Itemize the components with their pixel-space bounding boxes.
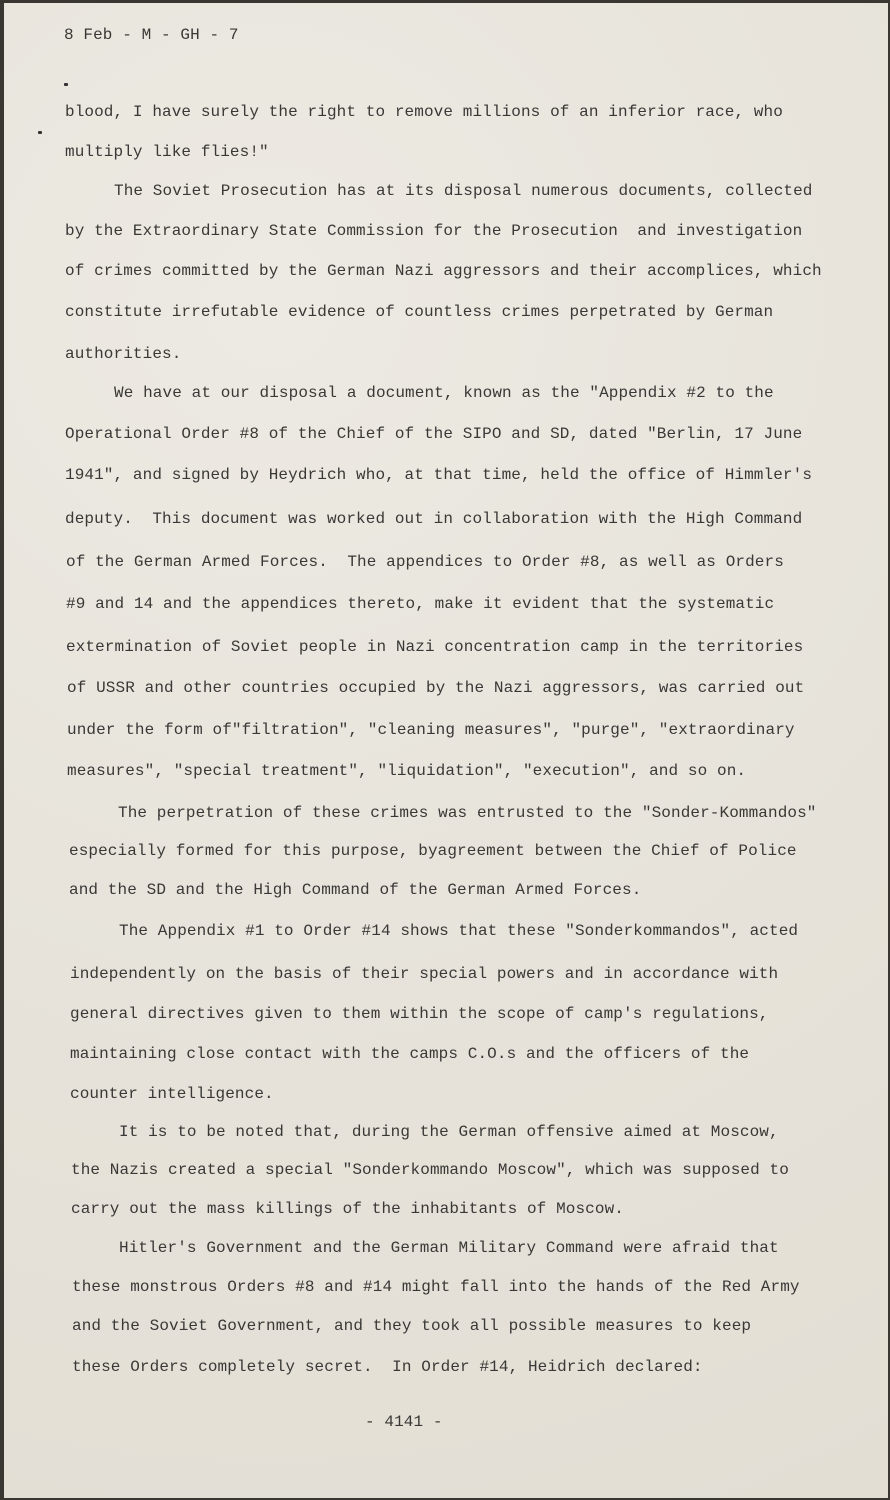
page-header: 8 Feb - M - GH - 7 — [64, 26, 239, 44]
text-line: blood, I have surely the right to remove millions of an inferior race, who — [65, 103, 783, 121]
text-line: multiply like flies!" — [65, 143, 269, 161]
text-line: these Orders completely secret. In Order #14, Heidrich declared: — [72, 1358, 703, 1376]
text-line: authorities. — [65, 345, 182, 363]
text-line: constitute irrefutable evidence of countless crimes perpetrated by German — [65, 303, 774, 321]
text-line: of the German Armed Forces. The appendices to Order #8, as well as Orders — [66, 553, 784, 571]
text-line: of crimes committed by the German Nazi aggressors and their accomplices, which — [65, 262, 822, 280]
text-line: 1941", and signed by Heydrich who, at that time, held the office of Himmler's — [65, 466, 813, 484]
text-line: #9 and 14 and the appendices thereto, make it evident that the systematic — [66, 595, 775, 613]
text-line: Hitler's Government and the German Military Command were afraid that — [119, 1239, 779, 1257]
page-number: - 4141 - — [365, 1413, 443, 1431]
document-page — [4, 3, 888, 1498]
text-line: The Soviet Prosecution has at its disposal numerous documents, collected — [114, 182, 813, 200]
text-line: measures", "special treatment", "liquidation", "execution", and so on. — [67, 762, 747, 780]
text-line: especially formed for this purpose, byagreement between the Chief of Police — [69, 842, 797, 860]
text-line: extermination of Soviet people in Nazi concentration camp in the territories — [66, 638, 804, 656]
text-line: general directives given to them within the scope of camp's regulations, — [70, 1005, 769, 1023]
text-line: these monstrous Orders #8 and #14 might fall into the hands of the Red Army — [72, 1278, 800, 1296]
text-line: Operational Order #8 of the Chief of the SIPO and SD, dated "Berlin, 17 June — [65, 425, 803, 443]
text-line: of USSR and other countries occupied by the Nazi aggressors, was carried out — [67, 679, 805, 697]
text-line: maintaining close contact with the camps C.O.s and the officers of the — [70, 1045, 750, 1063]
text-line: carry out the mass killings of the inhabitants of Moscow. — [71, 1200, 624, 1218]
text-line: counter intelligence. — [70, 1085, 274, 1103]
text-line: It is to be noted that, during the German offensive aimed at Moscow, — [119, 1123, 779, 1141]
text-line: The perpetration of these crimes was entrusted to the "Sonder-Kommandos" — [118, 804, 817, 822]
text-line: deputy. This document was worked out in collaboration with the High Command — [65, 510, 803, 528]
text-line: independently on the basis of their special powers and in accordance with — [70, 965, 779, 983]
text-line: We have at our disposal a document, known as the "Appendix #2 to the — [114, 384, 774, 402]
stray-mark — [38, 131, 42, 134]
stray-mark — [64, 83, 68, 86]
text-line: by the Extraordinary State Commission for the Prosecution and investigation — [65, 222, 803, 240]
text-line: under the form of"filtration", "cleaning measures", "purge", "extraordinary — [67, 721, 795, 739]
text-line: the Nazis created a special "Sonderkommando Moscow", which was supposed to — [71, 1161, 789, 1179]
text-line: and the Soviet Government, and they took all possible measures to keep — [72, 1317, 752, 1335]
text-line: The Appendix #1 to Order #14 shows that these "Sonderkommandos", acted — [119, 922, 799, 940]
text-line: and the SD and the High Command of the German Armed Forces. — [69, 881, 642, 899]
